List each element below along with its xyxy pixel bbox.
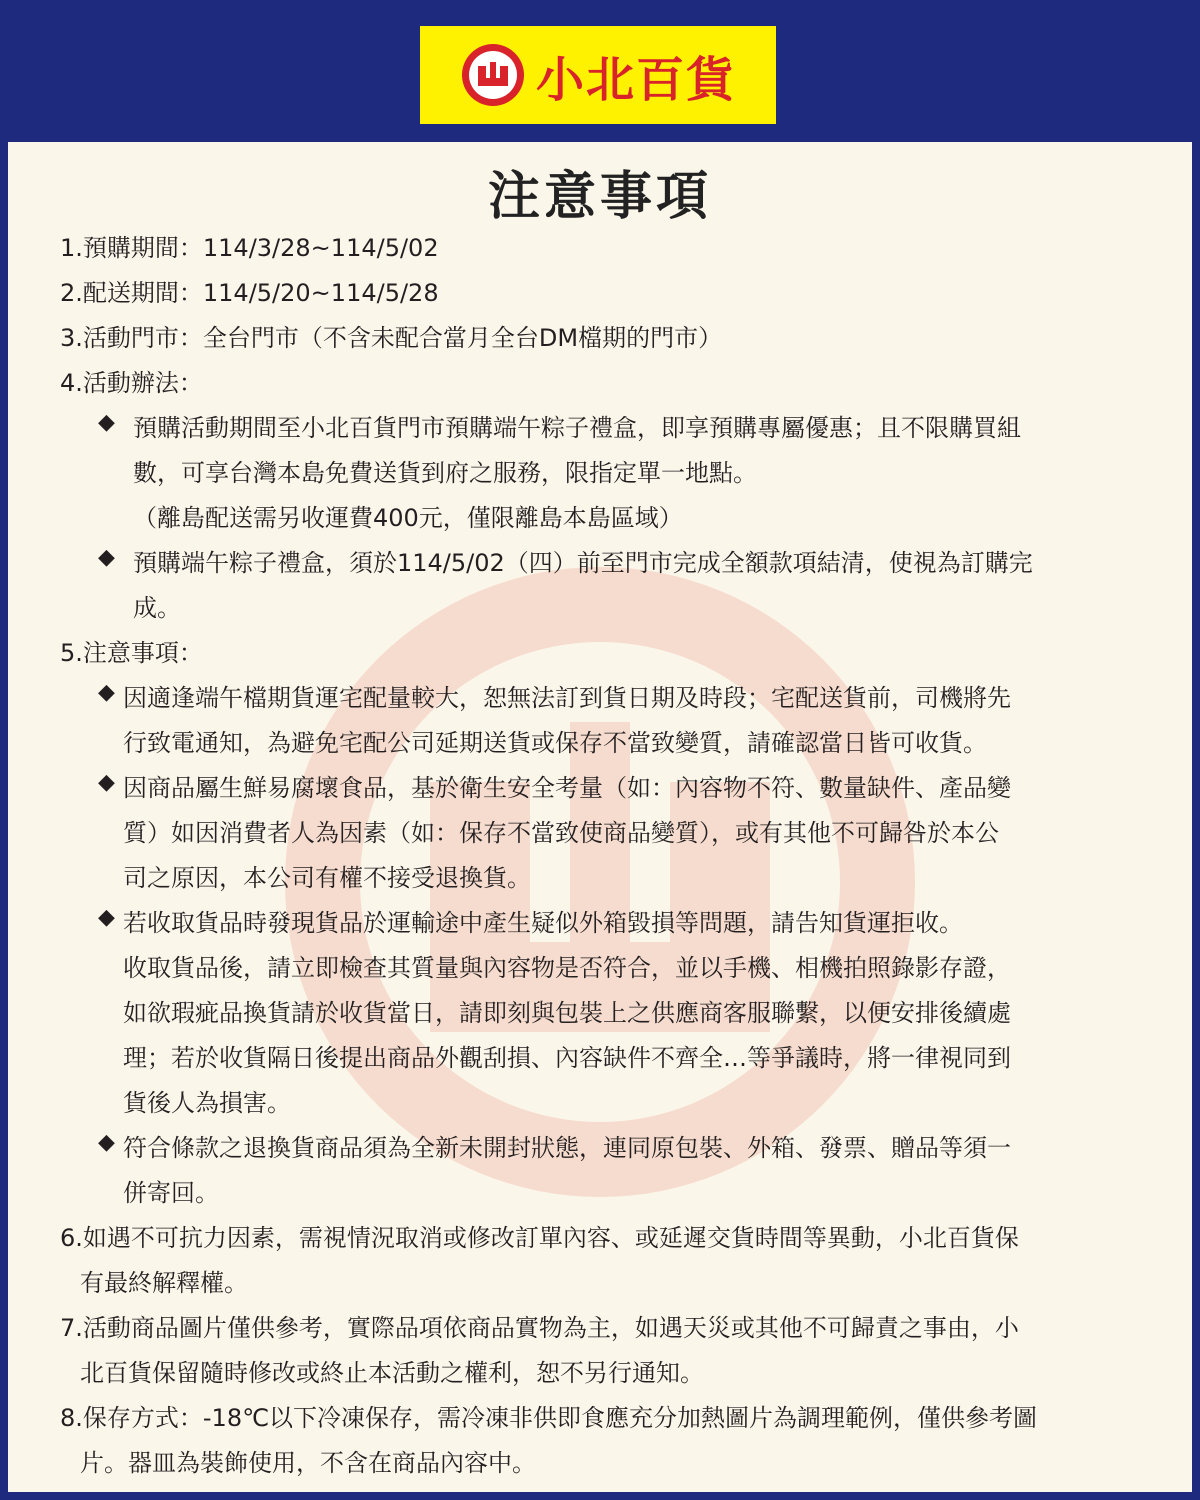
method-line: （離島配送需另收運費400元，僅限離島本島區域） [133, 504, 683, 532]
logo-mark-icon [460, 42, 526, 108]
notes-line: 行致電通知，為避免宅配公司延期送貨或保存不當致變質，請確認當日皆可收貨。 [123, 729, 987, 757]
bullet-icon: ◆ [98, 680, 115, 705]
storage-note: 8.保存方式：-18℃以下冷凍保存，需冷凍非供即食應充分加熱圖片為調理範例，僅供參考圖 [60, 1404, 1038, 1432]
notes-line: 司之原因，本公司有權不接受退換貨。 [123, 864, 531, 892]
notes-line: 如欲瑕疵品換貨請於收貨當日，請即刻與包裝上之供應商客服聯繫，以便安排後續處 [123, 999, 1011, 1027]
brand-logo [420, 26, 776, 124]
bullet-icon: ◆ [98, 545, 115, 570]
notes-line: 貨後人為損害。 [123, 1089, 291, 1117]
force-majeure-note: 6.如遇不可抗力因素，需視情況取消或修改訂單內容、或延遲交貨時間等異動，小北百貨保 [60, 1224, 1019, 1252]
notes-line: 因適逢端午檔期貨運宅配量較大，恕無法訂到貨日期及時段；宅配送貨前，司機將先 [123, 684, 1011, 712]
notes-line: 理；若於收貨隔日後提出商品外觀刮損、內容缺件不齊全…等爭議時，將一律視同到 [123, 1044, 1011, 1072]
stores-note: 3.活動門市：全台門市（不含未配合當月全台DM檔期的門市） [60, 324, 723, 352]
header-bar [0, 0, 1200, 142]
method-line: 成。 [133, 594, 181, 622]
section-heading-notes: 5.注意事項： [60, 639, 203, 667]
bullet-icon: ◆ [98, 770, 115, 795]
notes-line: 併寄回。 [123, 1179, 219, 1207]
bullet-icon: ◆ [98, 1130, 115, 1155]
image-reference-note: 7.活動商品圖片僅供參考，實際品項依商品實物為主，如遇天災或其他不可歸責之事由，小 [60, 1314, 1019, 1342]
method-line: 預購端午粽子禮盒，須於114/5/02（四）前至門市完成全額款項結清，使視為訂購完 [133, 549, 1033, 577]
notes-line: 符合條款之退換貨商品須為全新未開封狀態，連同原包裝、外箱、發票、贈品等須一 [123, 1134, 1011, 1162]
method-line: 數，可享台灣本島免費送貨到府之服務，限指定單一地點。 [133, 459, 757, 487]
page-title: 注意事項 [487, 167, 712, 227]
logo-text: 小北百貨 [535, 51, 736, 108]
storage-note: 片。器皿為裝飾使用，不含在商品內容中。 [80, 1449, 536, 1477]
notes-line: 收取貨品後，請立即檢查其質量與內容物是否符合，並以手機、相機拍照錄影存證， [123, 954, 1011, 982]
notice-panel [8, 142, 1192, 1492]
section-heading-method: 4.活動辦法： [60, 369, 203, 397]
image-reference-note: 北百貨保留隨時修改或終止本活動之權利，恕不另行通知。 [80, 1359, 704, 1387]
method-line: 預購活動期間至小北百貨門市預購端午粽子禮盒，即享預購專屬優惠；且不限購買組 [133, 414, 1021, 442]
bullet-icon: ◆ [98, 905, 115, 930]
bullet-icon: ◆ [98, 410, 115, 435]
notes-line: 若收取貨品時發現貨品於運輸途中產生疑似外箱毀損等問題，請告知貨運拒收。 [123, 909, 963, 937]
period-preorder: 1.預購期間：114/3/28~114/5/02 [60, 234, 439, 262]
force-majeure-note: 有最終解釋權。 [80, 1269, 248, 1297]
notes-line: 質）如因消費者人為因素（如：保存不當致使商品變質），或有其他不可歸咎於本公 [123, 819, 999, 847]
notes-line: 因商品屬生鮮易腐壞食品，基於衛生安全考量（如：內容物不符、數量缺件、產品變 [123, 774, 1011, 802]
period-delivery: 2.配送期間：114/5/20~114/5/28 [60, 279, 439, 307]
